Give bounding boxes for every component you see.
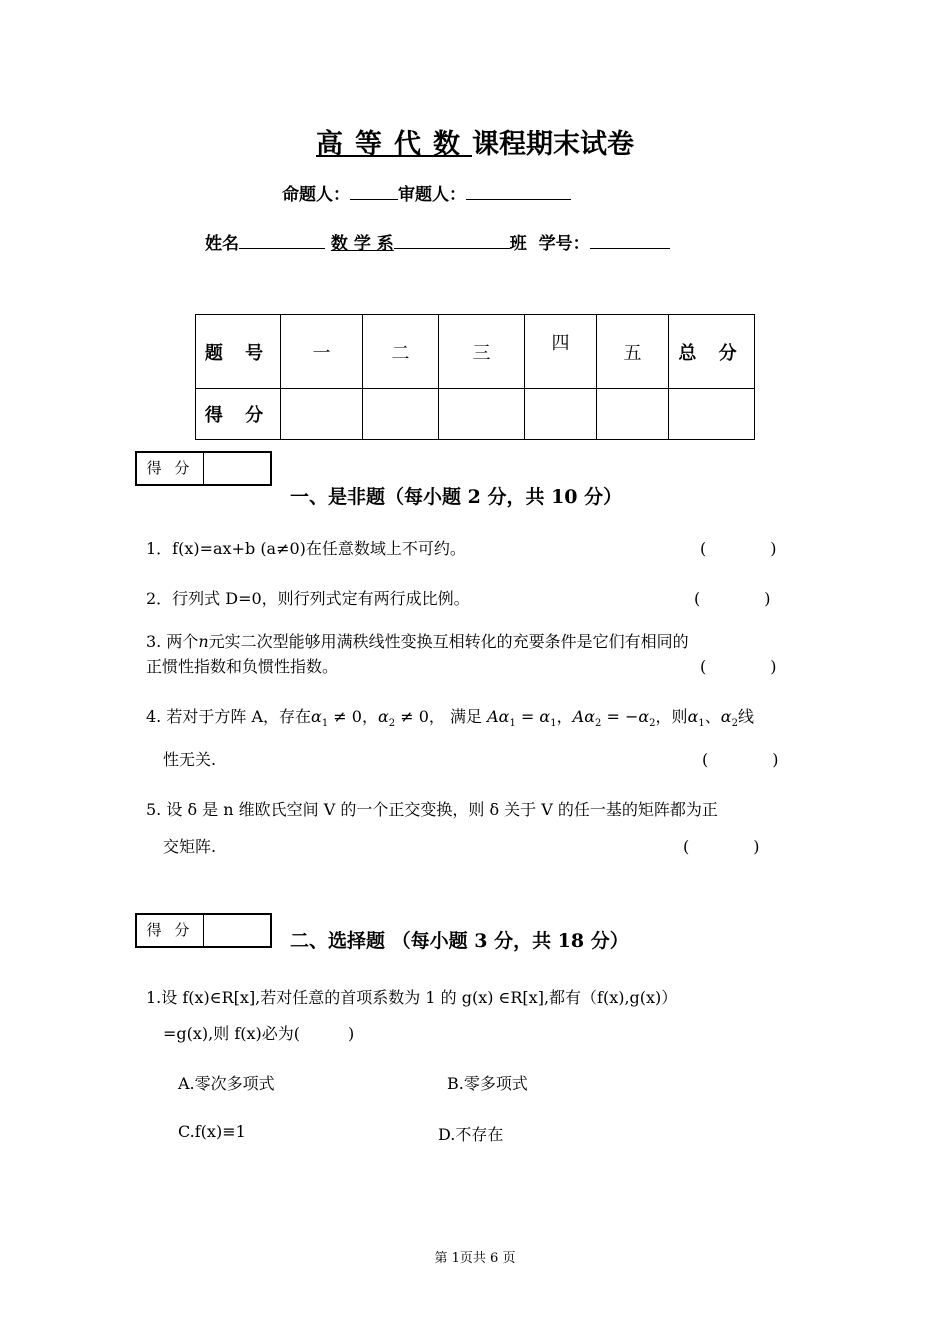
q4-alpha: α bbox=[377, 707, 389, 726]
setter-label: 命题人： bbox=[282, 185, 350, 205]
s2-q1-option-c[interactable]: C.f(x)≡1 bbox=[178, 1122, 246, 1141]
q4-sub: 2 bbox=[388, 718, 396, 730]
s1-q3-answer[interactable]: ( ) bbox=[700, 657, 777, 676]
s1-question-3-line1 bbox=[146, 629, 689, 652]
q4-alpha: α bbox=[311, 707, 322, 726]
q4-sub: 1 bbox=[698, 718, 705, 730]
q3-text-b: 元实二次型能够用满秩线性变换互相转化的充要条件是它们有相同的 bbox=[208, 632, 689, 651]
s1-question-4-line2: 性无关. bbox=[163, 750, 217, 769]
q4-alpha: α bbox=[687, 707, 699, 726]
reviewer-blank[interactable] bbox=[466, 181, 571, 200]
dept-label: 数 学 系 bbox=[330, 234, 394, 254]
q4-matrix-A: A bbox=[572, 707, 585, 726]
s1-question-1: 1．f(x)=ax+b (a≠0)在任意数域上不可约。 bbox=[146, 539, 466, 558]
q4-sub: 1 bbox=[321, 718, 329, 730]
score-table-score-row bbox=[196, 389, 755, 440]
score-cell-3[interactable] bbox=[439, 389, 525, 440]
q4-alpha: α bbox=[539, 707, 551, 726]
header-q3: 三 bbox=[439, 315, 525, 389]
score-table bbox=[195, 314, 755, 440]
q4-and: 、 bbox=[704, 707, 721, 726]
section2-score-label: 得 分 bbox=[137, 915, 204, 946]
q4-text-a: 4. 若对于方阵 A，存在 bbox=[146, 707, 311, 726]
section1-score-label: 得 分 bbox=[137, 453, 204, 484]
q4-sub: 1 bbox=[509, 718, 516, 730]
exam-title bbox=[0, 122, 950, 161]
s2-question-1-line2: =g(x),则 f(x)必为( ) bbox=[163, 1024, 355, 1043]
q4-sub: 2 bbox=[731, 718, 738, 730]
header-q2: 二 bbox=[363, 315, 439, 389]
q4-alpha: α bbox=[638, 707, 650, 726]
id-blank[interactable] bbox=[590, 230, 670, 249]
class-label: 班 bbox=[509, 234, 527, 254]
s1-question-2: 2．行列式 D=0，则行列式定有两行成比例。 bbox=[146, 589, 470, 608]
s1-q2-answer[interactable]: ( ) bbox=[694, 589, 771, 608]
q4-alpha: α bbox=[584, 707, 595, 726]
q4-satisfy: 满足 bbox=[444, 707, 488, 726]
s2-q1-option-d[interactable]: D.不存在 bbox=[438, 1125, 504, 1144]
header-q4: 四 bbox=[525, 315, 597, 389]
q4-sub: 2 bbox=[595, 718, 602, 730]
id-label: 学号： bbox=[538, 234, 590, 254]
q4-ne0: ≠ 0， bbox=[328, 707, 378, 726]
s2-q1-option-a[interactable]: A.零次多项式 bbox=[178, 1074, 275, 1093]
reviewer-label: 审题人： bbox=[398, 185, 466, 205]
setter-blank[interactable] bbox=[350, 181, 398, 200]
header-q1: 一 bbox=[281, 315, 363, 389]
q4-sub: 1 bbox=[550, 718, 557, 730]
s1-question-3-line2: 正惯性指数和负惯性指数。 bbox=[146, 657, 339, 676]
setter-line bbox=[282, 180, 571, 205]
name-label: 姓名 bbox=[205, 234, 239, 254]
s2-q1-option-b[interactable]: B.零多项式 bbox=[447, 1074, 528, 1093]
score-cell-1[interactable] bbox=[281, 389, 363, 440]
s2-question-1-line1: 1.设 f(x)∈R[x],若对任意的首项系数为 1 的 g(x) ∈R[x],都有（f(x),g(x)） bbox=[146, 988, 678, 1007]
score-cell-4[interactable] bbox=[525, 389, 597, 440]
dept-blank[interactable] bbox=[394, 230, 510, 249]
s1-q1-answer[interactable]: ( ) bbox=[700, 539, 777, 558]
section1-score-box[interactable] bbox=[135, 451, 272, 486]
s1-question-4-line1 bbox=[146, 704, 754, 729]
q4-sub: 2 bbox=[649, 718, 656, 730]
section2-title: 二、选择题 （每小题 3 分，共 18 分） bbox=[290, 930, 629, 952]
section1-title: 一、是非题（每小题 2 分，共 10 分） bbox=[290, 486, 623, 508]
score-cell-5[interactable] bbox=[597, 389, 669, 440]
q4-ne0: ≠ 0， bbox=[395, 707, 445, 726]
q4-line-char: 线 bbox=[737, 707, 754, 726]
q4-alpha: α bbox=[720, 707, 732, 726]
q4-eq: = bbox=[515, 707, 540, 726]
score-cell-total[interactable] bbox=[669, 389, 755, 440]
s1-q4-answer[interactable]: ( ) bbox=[702, 750, 779, 769]
student-info-line bbox=[205, 229, 670, 254]
q4-then: ，则 bbox=[655, 707, 688, 726]
name-blank[interactable] bbox=[239, 230, 325, 249]
title-suffix: 课程期末试卷 bbox=[472, 129, 634, 160]
q4-alpha: α bbox=[498, 707, 510, 726]
score-row-label: 得 分 bbox=[196, 389, 281, 440]
q3-variable-n: n bbox=[198, 632, 209, 651]
header-question-no: 题 号 bbox=[196, 315, 281, 389]
page-footer: 第 1页共 6 页 bbox=[434, 1251, 516, 1266]
s1-question-5-line1: 5. 设 δ 是 n 维欧氏空间 V 的一个正交变换，则 δ 关于 V 的任一基的矩阵都为正 bbox=[146, 800, 718, 819]
header-total: 总 分 bbox=[669, 315, 755, 389]
q4-comma: ， bbox=[556, 707, 573, 726]
section2-score-box[interactable] bbox=[135, 913, 272, 948]
q3-text-a: 3. 两个 bbox=[146, 632, 199, 651]
score-cell-2[interactable] bbox=[363, 389, 439, 440]
title-course: 高等代数 bbox=[316, 129, 472, 160]
header-q5: 五 bbox=[597, 315, 669, 389]
s1-q5-answer[interactable]: ( ) bbox=[683, 837, 760, 856]
q4-matrix-A: A bbox=[487, 707, 499, 726]
score-table-header-row bbox=[196, 315, 755, 389]
q4-neg: = − bbox=[601, 707, 639, 726]
s1-question-5-line2: 交矩阵. bbox=[163, 837, 217, 856]
